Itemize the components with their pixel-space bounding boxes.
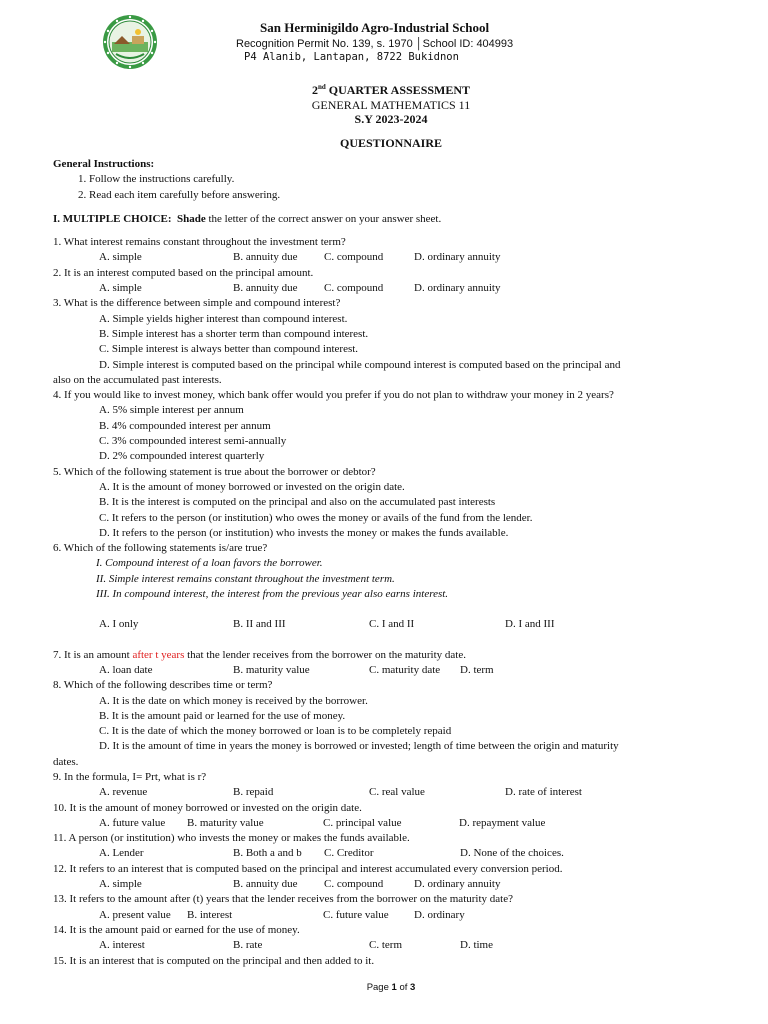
choice: B. It is the amount paid or learned for the use of money. — [99, 709, 346, 722]
section-heading: I. MULTIPLE CHOICE: Shade the letter of the correct answer on your answer sheet. — [53, 212, 442, 225]
page-number: Page 1 of 3 — [366, 982, 416, 993]
choice: D. It is the amount of time in years the money is borrowed or invested; length of time between the origin and maturity — [99, 740, 619, 753]
choice: B. repaid — [233, 786, 274, 799]
choices-row — [53, 250, 733, 265]
choice: B. II and III — [233, 618, 286, 631]
choice-continuation: also on the accumulated past interests. — [53, 373, 222, 386]
choice: C. Creditor — [324, 847, 374, 860]
question-text: 15. It is an interest that is computed on the principal and then added to it. — [53, 954, 375, 967]
choice: A. simple — [99, 251, 142, 264]
choice: D. rate of interest — [505, 786, 582, 799]
choice: A. simple — [99, 878, 142, 891]
choice: D. time — [460, 939, 493, 952]
choice: A. Lender — [99, 847, 144, 860]
question-text: 13. It refers to the amount after (t) years that the lender receives from the borrower on the maturity date? — [53, 893, 513, 906]
choice: B. maturity value — [233, 663, 310, 676]
choices-row — [53, 617, 733, 632]
choice: D. ordinary annuity — [414, 282, 501, 295]
choice: D. repayment value — [459, 816, 546, 829]
choice: A. present value — [99, 908, 171, 921]
choice: A. interest — [99, 939, 145, 952]
question-text: 12. It refers to an interest that is computed based on the principal and interest accumulated every conversion period. — [53, 862, 563, 875]
subject-title: GENERAL MATHEMATICS 11 — [311, 97, 471, 112]
question-text: 5. Which of the following statement is true about the borrower or debtor? — [53, 465, 376, 478]
school-seal-logo — [102, 14, 158, 70]
choice: C. term — [369, 939, 402, 952]
choice: C. future value — [323, 908, 389, 921]
question-text: 1. What interest remains constant throughout the investment term? — [53, 236, 346, 249]
choice: B. Both a and b — [233, 847, 302, 860]
question-text: 9. In the formula, I= Prt, what is r? — [53, 770, 207, 783]
question-text: 10. It is the amount of money borrowed or invested on the origin date. — [53, 801, 362, 814]
choice: B. It is the interest is computed on the principal and also on the accumulated past interests — [99, 496, 496, 509]
questionnaire-title: QUESTIONNAIRE — [339, 135, 443, 150]
choice: D. ordinary — [414, 908, 465, 921]
choice: D. ordinary annuity — [414, 878, 501, 891]
school-address: P4 Alanib, Lantapan, 8722 Bukidnon — [244, 51, 459, 64]
question-text: 3. What is the difference between simple and compound interest? — [53, 297, 341, 310]
choice: B. Simple interest has a shorter term than compound interest. — [99, 327, 369, 340]
choice: C. It is the date of which the money borrowed or loan is to be completely repaid — [99, 725, 452, 738]
choice: C. Simple interest is always better than compound interest. — [99, 343, 359, 356]
choice: A. 5% simple interest per annum — [99, 404, 244, 417]
questionnaire-content — [53, 157, 733, 969]
choice: A. revenue — [99, 786, 148, 799]
school-year: S.Y 2023-2024 — [354, 112, 428, 126]
instructions-title: General Instructions: — [53, 158, 155, 170]
choice: C. real value — [369, 786, 425, 799]
school-permit: Recognition Permit No. 139, s. 1970 │School ID: 404993 — [236, 37, 514, 50]
choice: A. It is the date on which money is received by the borrower. — [99, 694, 368, 707]
school-header — [236, 20, 513, 65]
question-text: 7. It is an amount after t years that the lender receives from the borrower on the maturity date. — [53, 648, 466, 661]
question-text: 11. A person (or institution) who invests the money or makes the funds available. — [53, 832, 410, 845]
question-text: 14. It is the amount paid or earned for the use of money. — [53, 923, 300, 936]
choice: A. Simple yields higher interest than compound interest. — [99, 312, 348, 325]
school-name: San Herminigildo Agro-Industrial School — [260, 20, 490, 35]
choice: A. loan date — [99, 663, 153, 676]
choice: A. It is the amount of money borrowed or invested on the origin date. — [99, 480, 405, 493]
choices-row — [53, 816, 733, 831]
quarter-title: 2nd QUARTER ASSESSMENT — [311, 83, 471, 97]
choice: C. compound — [324, 878, 384, 891]
choice: A. I only — [99, 618, 139, 631]
choice: A. simple — [99, 282, 142, 295]
choices-row — [53, 877, 733, 892]
choice: D. None of the choices. — [460, 847, 564, 860]
choice: C. 3% compounded interest semi-annually — [99, 435, 287, 448]
choice: C. maturity date — [369, 663, 441, 676]
choice: C. principal value — [323, 816, 402, 829]
choice: B. interest — [187, 908, 233, 921]
instruction-item: 1. Follow the instructions carefully. — [89, 172, 733, 187]
choice: D. ordinary annuity — [414, 251, 501, 264]
choice: B. annuity due — [233, 878, 298, 891]
choice: D. 2% compounded interest quarterly — [99, 450, 265, 463]
choice: D. term — [460, 663, 494, 676]
choice: B. 4% compounded interest per annum — [99, 419, 271, 432]
choices-row — [53, 663, 733, 678]
choice: C. compound — [324, 251, 384, 264]
choices-row — [53, 281, 733, 296]
choices-row — [53, 846, 733, 861]
instructions-list — [53, 172, 733, 203]
question-text: 4. If you would like to invest money, which bank offer would you prefer if you do not plan to withdraw your money in 2 years? — [53, 389, 614, 402]
highlighted-text: after t years — [132, 648, 185, 661]
choice: D. I and III — [505, 618, 555, 631]
choice: C. compound — [324, 282, 384, 295]
choice-continuation: dates. — [53, 755, 79, 768]
choices-row — [53, 785, 733, 800]
choice: D. Simple interest is computed based on the principal while compound interest is computed based on the principal and — [99, 358, 621, 371]
question-text: 2. It is an interest computed based on the principal amount. — [53, 266, 314, 279]
statement: III. In compound interest, the interest from the previous year also earns interest. — [96, 588, 449, 601]
question-text: 8. Which of the following describes time or term? — [53, 679, 273, 692]
assessment-heading — [0, 80, 768, 150]
instruction-item: 2. Read each item carefully before answering. — [89, 188, 733, 203]
statement: I. Compound interest of a loan favors the borrower. — [96, 557, 323, 570]
choice: C. It refers to the person (or institution) who owes the money or avails of the fund from the lender. — [99, 511, 533, 524]
choices-row — [53, 908, 733, 923]
choice: A. future value — [99, 816, 166, 829]
choice: B. annuity due — [233, 251, 298, 264]
question-text: 6. Which of the following statements is/are true? — [53, 542, 268, 555]
choice: B. annuity due — [233, 282, 298, 295]
choices-row — [53, 938, 733, 953]
choice: D. It refers to the person (or institution) who invests the money or makes the funds available. — [99, 526, 509, 539]
choice: B. rate — [233, 939, 263, 952]
statement: II. Simple interest remains constant throughout the investment term. — [96, 572, 395, 585]
choice: B. maturity value — [187, 816, 264, 829]
choice: C. I and II — [369, 618, 415, 631]
